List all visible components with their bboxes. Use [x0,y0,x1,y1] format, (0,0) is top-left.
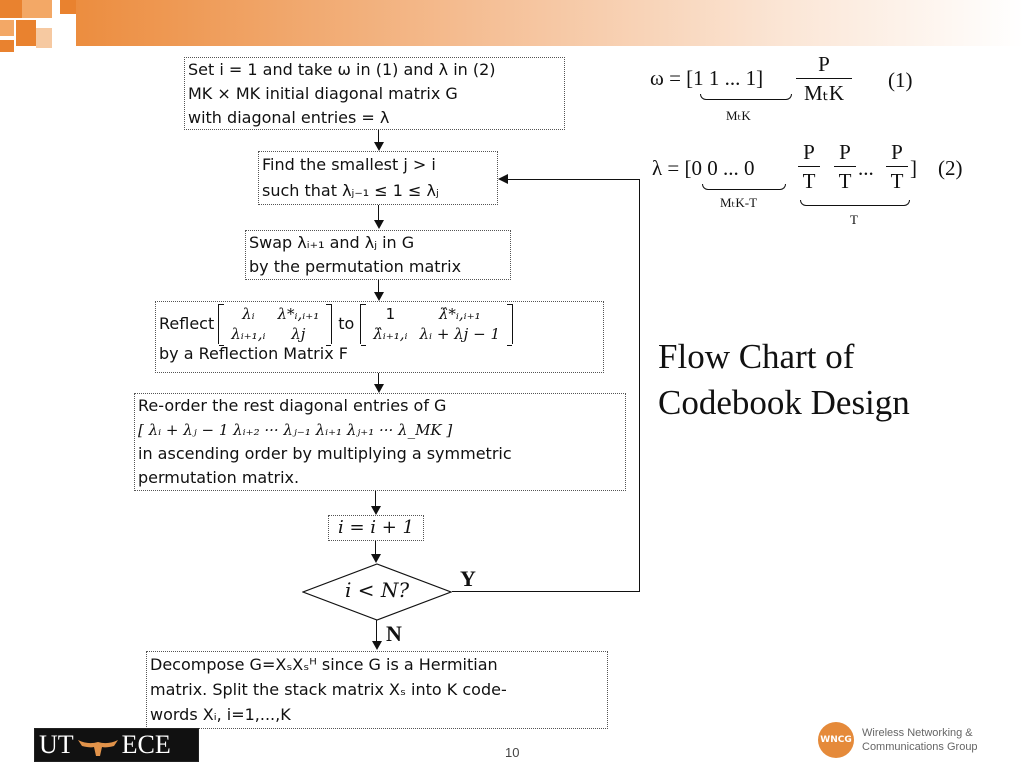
flow-text: to [338,314,355,333]
flow-box-increment: i = i + 1 [328,515,424,541]
flow-text: with diagonal entries = λ [188,108,390,127]
flow-text: MK × MK initial diagonal matrix G [188,84,458,103]
no-label: N [386,621,402,646]
slide-title-line: Codebook Design [658,383,910,422]
wncg-logo-text [862,726,978,754]
flow-text: Re-order the rest diagonal entries of G [138,396,447,415]
matrix-cell: λᵢ + λj − 1 [419,325,500,343]
eq1-numerator: P [796,50,852,79]
flow-box-reflect [155,301,604,373]
yes-label: Y [460,566,476,591]
ut-ece-logo [34,728,199,762]
matrix-cell: λ*ᵢ,ᵢ₊₁ [277,305,320,323]
slide-title [658,334,910,426]
flow-box-find [258,151,498,205]
eq2-t: T [802,169,816,193]
eq2-underbrace-2 [800,200,910,206]
eq2-p: P [886,138,908,167]
eq1-denominator: MₜK [803,81,845,105]
eq2-tag: (2) [938,156,963,180]
wncg-logo-icon: WNCG [818,722,854,758]
flow-box-reorder [134,393,626,491]
eq1-underbrace [700,94,792,100]
slide-title-line: Flow Chart of [658,337,855,376]
flow-text: Find the smallest j > i [262,155,436,174]
eq2-t: T [838,169,852,193]
flow-text: by a Reflection Matrix F [159,344,348,363]
flow-text: permutation matrix. [138,468,300,487]
eq1-brace-label: MₜK [726,108,751,123]
page-number: 10 [505,745,520,760]
eq2-frac-2 [834,138,856,195]
eq2-underbrace-1 [702,184,786,190]
eq1-fraction [796,50,852,107]
matrix-cell: λ̂*ᵢ,ᵢ₊₁ [438,305,481,323]
eq2-frac-1 [798,138,820,195]
flow-text: such that λⱼ₋₁ ≤ 1 ≤ λⱼ [262,181,439,200]
eq1-tag: (1) [888,68,913,92]
eq2-p: P [834,138,856,167]
longhorn-icon [76,731,120,759]
eq1-lhs: ω = [1 1 ... 1] [650,66,764,90]
ece-logo-text: ECE [121,730,171,759]
flow-box-swap [245,230,511,280]
matrix-cell: 1 [385,305,396,323]
ut-logo-text: UT [39,730,74,759]
flow-text: Reflect [159,314,215,333]
flow-text: by the permutation matrix [249,257,462,276]
flow-text: [ λᵢ + λⱼ − 1 λᵢ₊₂ ··· λⱼ₋₁ λᵢ₊₁ λⱼ₊₁ ··· λ_MK ] [138,421,453,439]
eq2-lhs: λ = [0 0 ... 0 [652,156,755,180]
matrix-cell: λᵢ₊₁,ᵢ [231,325,266,343]
flow-box-decompose [146,651,608,729]
matrix-cell: λᵢ [242,305,255,323]
eq2-brace-label-2: T [850,212,858,227]
matrix-cell: λ̂ᵢ₊₁,ᵢ [373,325,408,343]
eq2-p: P [798,138,820,167]
flow-text: Set i = 1 and take ω in (1) and λ in (2) [188,60,496,79]
matrix-before [218,304,332,344]
matrix-cell: λj [291,325,306,343]
wncg-line: Wireless Networking & [862,727,973,739]
decision-label: i < N? [344,578,410,602]
wncg-line: Communications Group [862,741,978,753]
flow-text: Decompose G=XₛXₛᴴ since G is a Hermitian [150,655,498,674]
flow-box-init [184,57,565,130]
header-gradient-bar [76,0,1024,46]
eq2-close: ] [910,156,917,180]
flow-text: matrix. Split the stack matrix Xₛ into K code- [150,680,507,699]
flow-text: Swap λᵢ₊₁ and λⱼ in G [249,233,415,252]
matrix-after [360,304,513,344]
eq2-brace-label-1: MₜK-T [720,195,758,210]
eq2-frac-3 [886,138,908,195]
flow-text: in ascending order by multiplying a symmetric [138,444,512,463]
eq2-t: T [890,169,904,193]
flow-text: words Xᵢ, i=1,...,K [150,705,291,724]
eq2-dots: ... [858,156,874,180]
